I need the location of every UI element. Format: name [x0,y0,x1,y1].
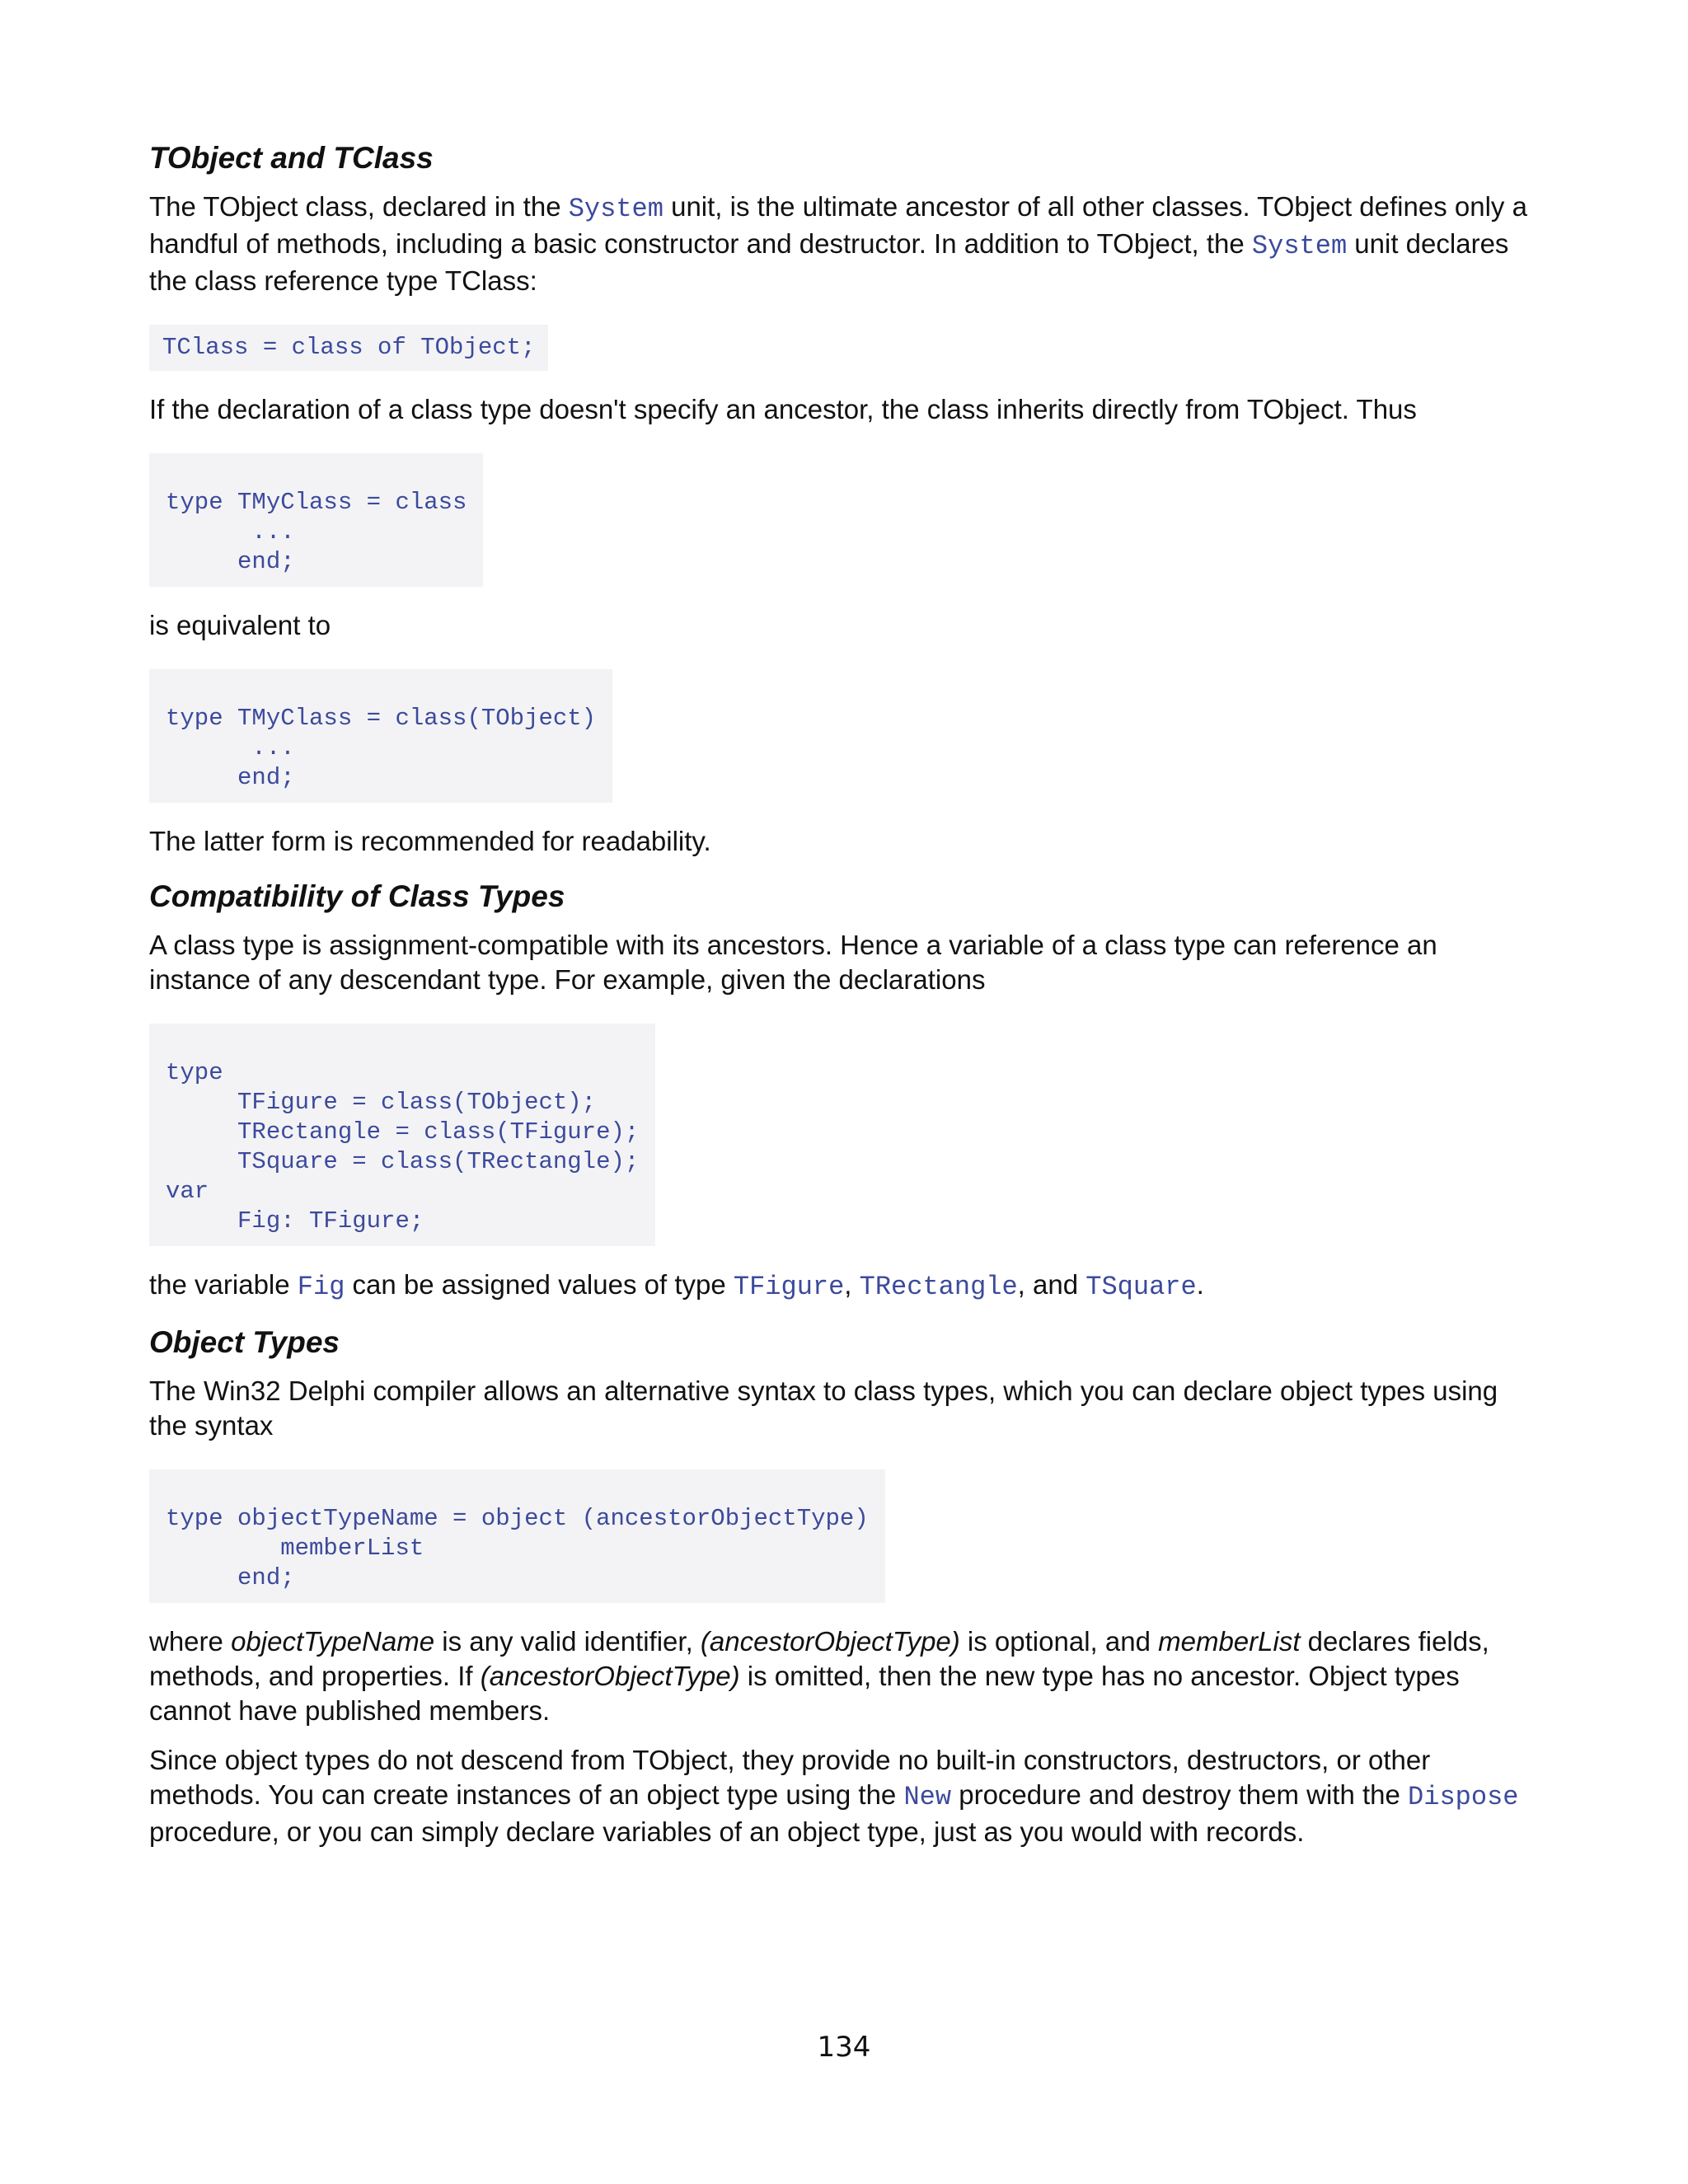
paragraph: The latter form is recommended for readability. [149,826,711,856]
italic-term: memberList [1158,1626,1301,1657]
text-run: Since object types do not descend from TObject, they provide no built-in constructors, destructors, or other methods. You can create instances of an object type using the [149,1745,1431,1810]
paragraph [149,1624,1542,1728]
inline-code: New [903,1782,952,1812]
paragraph: A class type is assignment-compatible with its ancestors. Hence a variable of a class type can reference an instance of any descendant type. For example, given the declarations [149,930,1437,995]
text-run: where [149,1626,232,1657]
text-run: unit, is the ultimate ancestor of all other classes. TObject defines only a handful of methods, including a basic constructor and destructor. In addition to TObject, the [149,191,1527,259]
paragraph: The Win32 Delphi compiler allows an alternative syntax to class types, which you can declare object types using the syntax [149,1376,1498,1441]
inline-code: TFigure [733,1272,845,1302]
section-heading-object-types: Object Types [149,1325,340,1359]
inline-code: TRectangle [859,1272,1018,1302]
inline-code: Dispose [1408,1782,1519,1812]
inline-code: Fig [297,1272,345,1302]
italic-term: objectTypeName [231,1626,435,1657]
text-run: is optional, and [959,1626,1159,1657]
text-run: . [1196,1269,1204,1300]
code-block: type TMyClass = class(TObject) ... end; [149,669,612,803]
code-block: type TMyClass = class ... end; [149,453,483,587]
text-run: declares fields, methods, and properties. If [149,1626,1489,1691]
paragraph: If the declaration of a class type doesn't specify an ancestor, the class inherits directly from TObject. Thus [149,394,1417,424]
text-run: , and [1017,1269,1086,1300]
inline-code: System [1251,231,1348,261]
paragraph [149,190,1542,298]
paragraph [149,1268,1542,1305]
text-run: procedure, or you can simply declare variables of an object type, just as you would with records. [149,1816,1305,1847]
page-number: 134 [817,2031,871,2064]
text-run: is omitted, then the new type has no ancestor. Object types cannot have published members. [149,1661,1460,1726]
inline-code: TSquare [1085,1272,1197,1302]
text-run: , [844,1269,860,1300]
section-heading-compatibility: Compatibility of Class Types [149,879,565,913]
section-heading-tobject-tclass: TObject and TClass [149,141,434,175]
text-run: can be assigned values of type [345,1269,734,1300]
code-block: type TFigure = class(TObject); TRectangle = class(TFigure); TSquare = class(TRectangle); var Fig: TFigure; [149,1024,655,1246]
document-page [149,140,1542,1864]
text-run: is any valid identifier, [434,1626,701,1657]
italic-term: (ancestorObjectType) [480,1661,740,1691]
inline-code: System [568,194,663,224]
text-run: the variable [149,1269,298,1300]
paragraph [149,1743,1542,1849]
paragraph: is equivalent to [149,610,331,640]
code-block: type objectTypeName = object (ancestorObjectType) memberList end; [149,1469,885,1603]
italic-term: (ancestorObjectType) [700,1626,960,1657]
text-run: procedure and destroy them with the [951,1779,1409,1810]
text-run: unit declares the class reference type TClass: [149,228,1509,296]
code-block: TClass = class of TObject; [149,325,548,371]
text-run: The TObject class, declared in the [149,191,569,222]
